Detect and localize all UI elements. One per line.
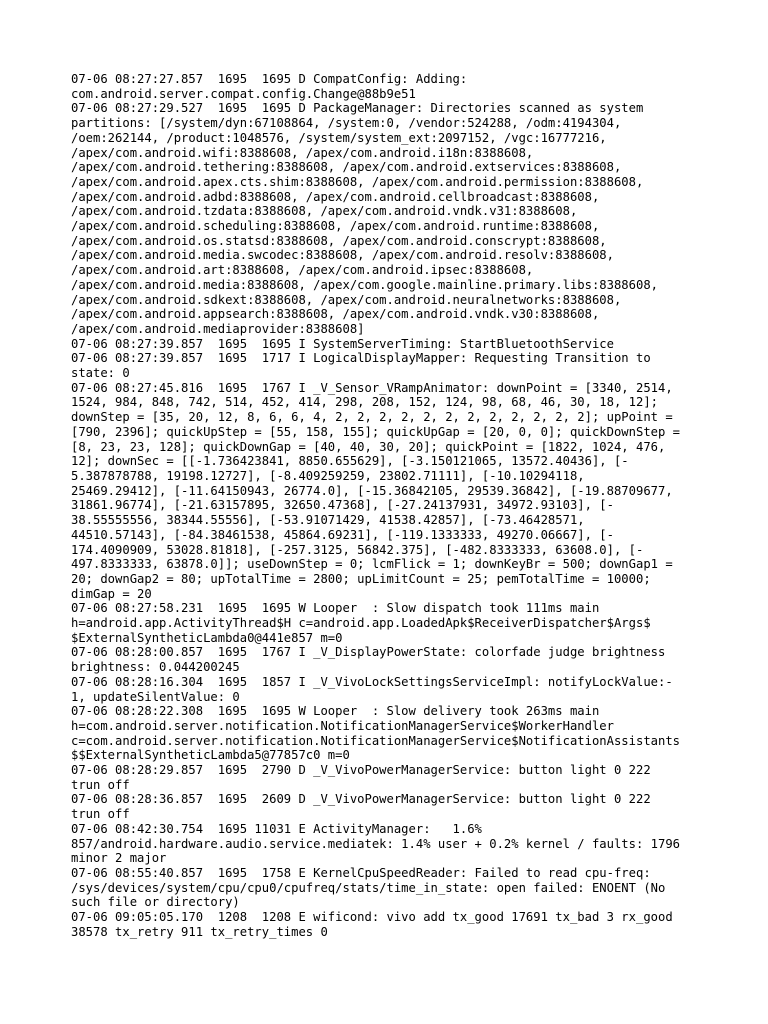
log-line: 1, updateSilentValue: 0 xyxy=(71,689,240,704)
log-line: 07-06 08:27:58.231 1695 1695 W Looper : Slow dispatch took 111ms main xyxy=(71,601,600,616)
log-line: 07-06 08:28:29.857 1695 2790 D _V_VivoPowerManagerService: button light 0 222 xyxy=(71,763,651,778)
log-line: $$ExternalSyntheticLambda5@77857c0 m=0 xyxy=(71,748,350,763)
log-line: 07-06 08:28:22.308 1695 1695 W Looper : Slow delivery took 263ms main xyxy=(71,704,600,719)
log-line: minor 2 major xyxy=(71,851,167,866)
log-line: 44510.57143], [-84.38461538, 45864.69231], [-119.1333333, 49270.06667], [- xyxy=(71,527,614,542)
log-line: 1524, 984, 848, 742, 514, 452, 414, 298, 208, 152, 124, 98, 68, 46, 30, 18, 12]; xyxy=(71,395,658,410)
log-line: $ExternalSyntheticLambda0@441e857 m=0 xyxy=(71,630,343,645)
log-line: /apex/com.android.apex.cts.shim:8388608, /apex/com.android.permission:8388608, xyxy=(71,174,644,189)
log-line: 07-06 08:27:39.857 1695 1717 I LogicalDisplayMapper: Requesting Transition to xyxy=(71,351,651,366)
log-line: /apex/com.android.tzdata:8388608, /apex/com.android.vndk.v31:8388608, xyxy=(71,204,578,219)
log-line: h=android.app.ActivityThread$H c=android.app.LoadedApk$ReceiverDispatcher$Args$ xyxy=(71,616,651,631)
log-line: 07-06 08:28:16.304 1695 1857 I _V_VivoLockSettingsServiceImpl: notifyLockValue:- xyxy=(71,674,673,689)
log-line: 497.8333333, 63878.0]]; useDownStep = 0; lcmFlick = 1; downKeyBr = 500; downGap1 = xyxy=(71,557,673,572)
log-line: 07-06 08:28:36.857 1695 2609 D _V_VivoPowerManagerService: button light 0 222 xyxy=(71,792,651,807)
log-line: brightness: 0.044200245 xyxy=(71,660,240,675)
log-line: /apex/com.android.sdkext:8388608, /apex/com.android.neuralnetworks:8388608, xyxy=(71,292,622,307)
log-line: 12]; downSec = [[-1.736423841, 8850.655629], [-3.150121065, 13572.40436], [- xyxy=(71,454,629,469)
log-line: 07-06 08:42:30.754 1695 11031 E ActivityManager: 1.6% xyxy=(71,821,482,836)
log-line: 07-06 08:27:27.857 1695 1695 D CompatConfig: Adding: xyxy=(71,72,468,86)
log-line: /apex/com.android.art:8388608, /apex/com.android.ipsec:8388608, xyxy=(71,263,534,278)
log-line: 38578 tx_retry 911 tx_retry_times 0 xyxy=(71,924,328,939)
log-line: 5.387878788, 19198.12727], [-8.409259259, 23802.71111], [-10.10294118, xyxy=(71,468,585,483)
log-line: partitions: [/system/dyn:67108864, /system:0, /vendor:524288, /odm:4194304, xyxy=(71,116,622,131)
log-line: /apex/com.android.wifi:8388608, /apex/com.android.i18n:8388608, xyxy=(71,145,534,160)
log-document xyxy=(71,72,721,939)
log-line: /oem:262144, /product:1048576, /system/system_ext:2097152, /vgc:16777216, xyxy=(71,130,607,145)
log-line: 31861.96774], [-21.63157895, 32650.47368], [-27.24137931, 34972.93103], [- xyxy=(71,498,614,513)
log-line: /apex/com.android.scheduling:8388608, /apex/com.android.runtime:8388608, xyxy=(71,219,600,234)
log-line: 857/android.hardware.audio.service.mediatek: 1.4% user + 0.2% kernel / faults: 1796 xyxy=(71,836,681,851)
log-line: 07-06 09:05:05.170 1208 1208 E wificond: vivo add tx_good 17691 tx_bad 3 rx_good xyxy=(71,910,673,925)
log-line: 20; downGap2 = 80; upTotalTime = 2800; upLimitCount = 25; pemTotalTime = 10000; xyxy=(71,571,651,586)
log-line: trun off xyxy=(71,807,130,822)
log-line: 07-06 08:27:39.857 1695 1695 I SystemServerTiming: StartBluetoothService xyxy=(71,336,614,351)
log-line: /sys/devices/system/cpu/cpu0/cpufreq/stats/time_in_state: open failed: ENOENT (No xyxy=(71,880,666,895)
log-line: /apex/com.android.mediaprovider:8388608] xyxy=(71,321,365,336)
log-line: 07-06 08:27:29.527 1695 1695 D PackageManager: Directories scanned as system xyxy=(71,101,644,116)
log-line: /apex/com.android.media.swcodec:8388608, /apex/com.android.resolv:8388608, xyxy=(71,248,614,263)
log-line: /apex/com.android.adbd:8388608, /apex/com.android.cellbroadcast:8388608, xyxy=(71,189,600,204)
log-line: 25469.29412], [-11.64150943, 26774.0], [-15.36842105, 29539.36842], [-19.88709677, xyxy=(71,483,673,498)
log-line: 07-06 08:27:45.816 1695 1767 I _V_Sensor_VRampAnimator: downPoint = [3340, 2514, xyxy=(71,380,673,395)
log-line: /apex/com.android.media:8388608, /apex/com.google.mainline.primary.libs:8388608, xyxy=(71,277,658,292)
log-line: downStep = [35, 20, 12, 8, 6, 6, 4, 2, 2, 2, 2, 2, 2, 2, 2, 2, 2, 2, 2]; upPoint = xyxy=(71,410,673,425)
log-line: h=com.android.server.notification.NotificationManagerService$WorkerHandler xyxy=(71,718,614,733)
log-text xyxy=(71,72,721,939)
log-line: 07-06 08:28:00.857 1695 1767 I _V_DisplayPowerState: colorfade judge brightness xyxy=(71,645,666,660)
log-line: state: 0 xyxy=(71,366,130,381)
log-line: dimGap = 20 xyxy=(71,586,152,601)
log-line: c=com.android.server.notification.NotificationManagerService$NotificationAssistants xyxy=(71,733,681,748)
log-line: 07-06 08:55:40.857 1695 1758 E KernelCpuSpeedReader: Failed to read cpu-freq: xyxy=(71,865,651,880)
log-line: 174.4090909, 53028.81818], [-257.3125, 56842.375], [-482.8333333, 63608.0], [- xyxy=(71,542,644,557)
log-line: /apex/com.android.appsearch:8388608, /apex/com.android.vndk.v30:8388608, xyxy=(71,307,600,322)
log-line: [8, 23, 23, 128]; quickDownGap = [40, 40, 30, 20]; quickPoint = [1822, 1024, 476, xyxy=(71,439,666,454)
log-line: [790, 2396]; quickUpStep = [55, 158, 155]; quickUpGap = [20, 0, 0]; quickDownStep = xyxy=(71,424,681,439)
log-line: trun off xyxy=(71,777,130,792)
log-line: such file or directory) xyxy=(71,895,240,910)
log-line: com.android.server.compat.config.Change@88b9e51 xyxy=(71,86,416,101)
log-line: /apex/com.android.os.statsd:8388608, /apex/com.android.conscrypt:8388608, xyxy=(71,233,607,248)
log-line: /apex/com.android.tethering:8388608, /apex/com.android.extservices:8388608, xyxy=(71,160,622,175)
log-line: 38.55555556, 38344.55556], [-53.91071429, 41538.42857], [-73.46428571, xyxy=(71,513,585,528)
